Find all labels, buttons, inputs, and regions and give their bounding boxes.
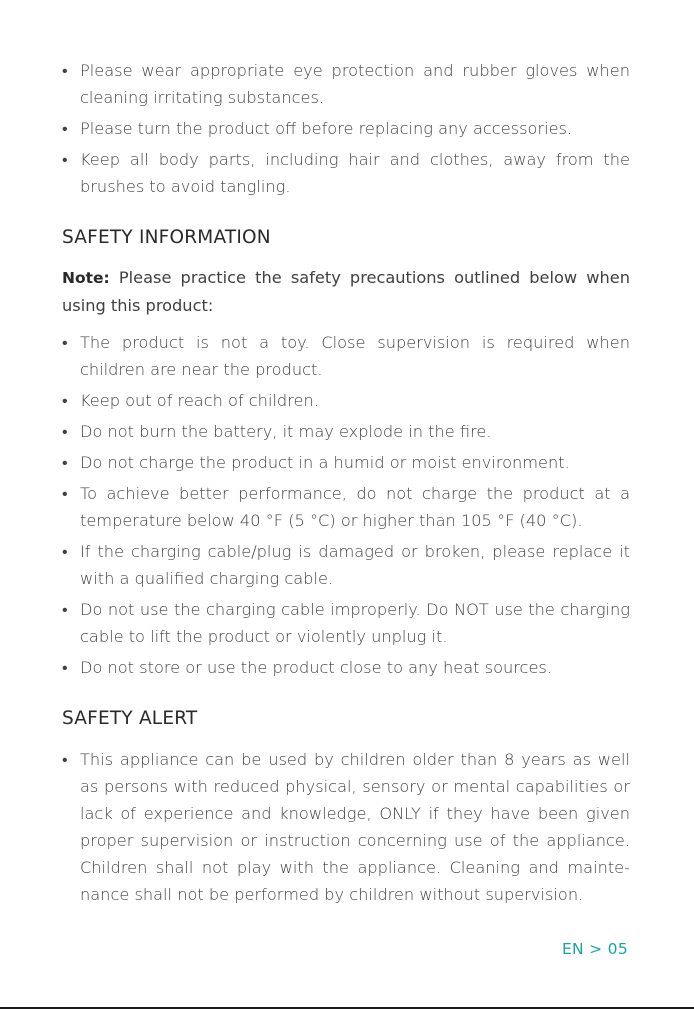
list-item [62, 596, 630, 650]
list-item-text: Keep all body parts, including hair and clothes, away from the brushes to avoid tangling. [80, 150, 630, 196]
note-text: Please practice the safety precautions outlined below when using this product: [62, 268, 630, 315]
bullet-icon: • [62, 750, 68, 769]
note-label: Note: [62, 269, 110, 287]
bullet-icon: • [62, 600, 68, 619]
safety-note [62, 264, 630, 319]
list-item-text: Please turn the product off before replacing any accessories. [80, 119, 573, 138]
list-item [62, 329, 630, 383]
bullet-icon: • [62, 119, 68, 138]
list-item [62, 418, 630, 445]
list-item-text: Please wear appropriate eye protection and rubber gloves when cleaning irritating substances. [80, 61, 630, 107]
list-item-text: The product is not a toy. Close supervision is required when children are near the product. [80, 333, 630, 379]
list-item [62, 57, 630, 111]
list-item-text: If the charging cable/plug is damaged or broken, please replace it with a qualified charging cable. [80, 542, 630, 588]
bullet-icon: • [62, 422, 68, 441]
list-item [62, 146, 630, 200]
bullet-icon: • [62, 150, 68, 169]
bullet-icon: • [62, 484, 68, 503]
list-item-text: To achieve better performance, do not charge the product at a temperature below 40 °F (5 °C) or higher than 105 °F (40 °C). [80, 484, 630, 530]
safety-alert-heading: SAFETY ALERT [62, 708, 198, 729]
top-bullet-list [62, 57, 630, 204]
list-item [62, 449, 630, 476]
list-item [62, 115, 630, 142]
list-item [62, 387, 630, 414]
list-item [62, 538, 630, 592]
list-item-text: Keep out of reach of children. [80, 391, 319, 410]
list-item-text: Do not burn the battery, it may explode in the fire. [80, 422, 492, 441]
list-item-text: This appliance can be used by children older than 8 years as well as persons with reduced physical, sensory or mental capabilities or lack of experience and knowledge, ONLY if they have been given proper supervision or instruction concerning use of the appliance. Children shall not play with the appliance. Cleaning and mainte-nance shall not be performed by children without supervision. [80, 750, 630, 904]
safety-alert-list [62, 746, 630, 912]
list-item [62, 480, 630, 534]
bullet-icon: • [62, 658, 68, 677]
bullet-icon: • [62, 61, 68, 80]
bullet-icon: • [62, 542, 68, 561]
bullet-icon: • [62, 453, 68, 472]
list-item-text: Do not charge the product in a humid or moist environment. [80, 453, 570, 472]
safety-information-heading: SAFETY INFORMATION [62, 227, 271, 248]
page-number: EN > 05 [561, 940, 628, 958]
bullet-icon: • [62, 333, 68, 352]
list-item-text: Do not store or use the product close to any heat sources. [80, 658, 552, 677]
list-item [62, 746, 630, 908]
safety-information-list [62, 329, 630, 685]
list-item-text: Do not use the charging cable improperly. Do NOT use the charging cable to lift the product or violently unplug it. [80, 600, 630, 646]
list-item [62, 654, 630, 681]
bullet-icon: • [62, 391, 68, 410]
